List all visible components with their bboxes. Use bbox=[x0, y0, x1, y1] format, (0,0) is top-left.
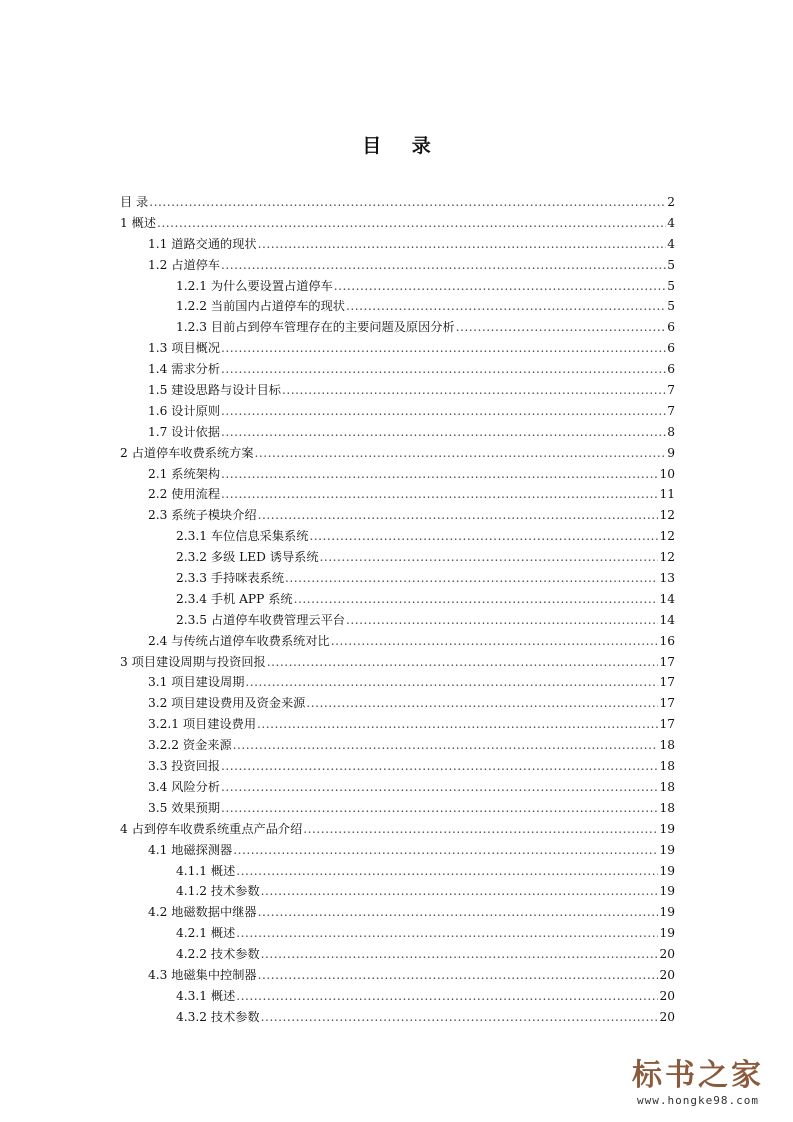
toc-entry[interactable] bbox=[120, 610, 675, 631]
toc-entry[interactable] bbox=[120, 965, 675, 986]
toc-entry[interactable] bbox=[120, 1007, 675, 1028]
toc-entry[interactable] bbox=[120, 714, 675, 735]
toc-entry[interactable] bbox=[120, 631, 675, 652]
toc-entry[interactable] bbox=[120, 422, 675, 443]
toc-entry-page: 16 bbox=[659, 633, 675, 648]
page-title: 目 录 bbox=[362, 135, 443, 157]
toc-leader-dots bbox=[334, 276, 666, 297]
toc-entry-page: 20 bbox=[659, 947, 675, 962]
toc-entry-page: 12 bbox=[659, 529, 675, 544]
toc-entry-label: 4.1.1 概述 bbox=[176, 863, 236, 878]
toc-entry-page: 8 bbox=[667, 424, 675, 439]
toc-leader-dots bbox=[221, 422, 666, 443]
toc-entry-page: 11 bbox=[659, 487, 675, 502]
toc-entry-page: 19 bbox=[659, 863, 675, 878]
toc-leader-dots bbox=[346, 296, 666, 317]
toc-entry-page: 14 bbox=[659, 591, 675, 606]
toc-entry-label: 4.2.2 技术参数 bbox=[176, 947, 260, 962]
toc-leader-dots bbox=[221, 798, 658, 819]
toc-entry[interactable] bbox=[120, 443, 675, 464]
toc-entry[interactable] bbox=[120, 547, 675, 568]
toc-entry[interactable] bbox=[120, 296, 675, 317]
toc-entry[interactable] bbox=[120, 798, 675, 819]
watermark-title: 标书之家 bbox=[632, 1058, 764, 1093]
toc-entry[interactable] bbox=[120, 234, 675, 255]
toc-entry[interactable] bbox=[120, 777, 675, 798]
toc-leader-dots bbox=[236, 986, 658, 1007]
toc-entry-page: 12 bbox=[659, 550, 675, 565]
toc-leader-dots bbox=[261, 944, 659, 965]
toc-leader-dots bbox=[221, 255, 666, 276]
toc-entry-label: 4.1.2 技术参数 bbox=[176, 884, 260, 899]
toc-entry[interactable] bbox=[120, 923, 675, 944]
toc-entry[interactable] bbox=[120, 902, 675, 923]
toc-entry-label: 4.3.2 技术参数 bbox=[176, 1009, 260, 1024]
toc-entry[interactable] bbox=[120, 464, 675, 485]
toc-leader-dots bbox=[149, 192, 666, 213]
toc-entry[interactable] bbox=[120, 819, 675, 840]
toc-entry-label: 2.3 系统子模块介绍 bbox=[148, 508, 257, 523]
toc-leader-dots bbox=[221, 756, 658, 777]
toc-entry-page: 19 bbox=[659, 821, 675, 836]
toc-entry-label: 目 录 bbox=[120, 195, 149, 209]
toc-leader-dots bbox=[331, 631, 659, 652]
toc-entry-label: 1.2.2 当前国内占道停车的现状 bbox=[176, 299, 345, 314]
toc-leader-dots bbox=[303, 819, 658, 840]
toc-entry[interactable] bbox=[120, 861, 675, 882]
toc-entry[interactable] bbox=[120, 213, 675, 234]
toc-leader-dots bbox=[346, 610, 659, 631]
toc-entry-page: 6 bbox=[667, 341, 675, 356]
toc-entry-label: 1.2.3 目前占到停车管理存在的主要问题及原因分析 bbox=[176, 320, 455, 335]
toc-entry-label: 4.2.1 概述 bbox=[176, 926, 236, 941]
toc-entry-label: 3.2.2 资金来源 bbox=[148, 738, 232, 753]
toc-leader-dots bbox=[221, 338, 666, 359]
toc-entry-page: 4 bbox=[667, 236, 675, 251]
toc-entry-label: 2.2 使用流程 bbox=[148, 487, 221, 502]
toc-entry[interactable] bbox=[120, 317, 675, 338]
toc-entry-page: 17 bbox=[659, 696, 675, 711]
toc-entry-label: 2.1 系统架构 bbox=[148, 466, 221, 481]
toc-entry-label: 1.5 建设思路与设计目标 bbox=[148, 383, 281, 398]
toc-entry-page: 13 bbox=[659, 571, 675, 586]
toc-entry-label: 1.1 道路交通的现状 bbox=[148, 236, 257, 251]
toc-leader-dots bbox=[221, 359, 666, 380]
toc-entry[interactable] bbox=[120, 840, 675, 861]
toc-leader-dots bbox=[233, 840, 658, 861]
toc-entry[interactable] bbox=[120, 359, 675, 380]
toc-leader-dots bbox=[456, 317, 667, 338]
toc-leader-dots bbox=[267, 652, 659, 673]
toc-entry-page: 7 bbox=[667, 383, 675, 398]
toc-entry-page: 7 bbox=[667, 403, 675, 418]
toc-entry-label: 4.2 地磁数据中继器 bbox=[148, 905, 257, 920]
toc-leader-dots bbox=[236, 923, 658, 944]
toc-entry-label: 3.4 风险分析 bbox=[148, 779, 221, 794]
toc-entry[interactable] bbox=[120, 986, 675, 1007]
toc-entry-page: 5 bbox=[667, 299, 675, 314]
toc-leader-dots bbox=[320, 547, 659, 568]
toc-entry-page: 20 bbox=[659, 967, 675, 982]
toc-entry-label: 4.1 地磁探测器 bbox=[148, 842, 233, 857]
toc-entry-page: 14 bbox=[659, 612, 675, 627]
toc-leader-dots bbox=[221, 777, 658, 798]
toc-leader-dots bbox=[221, 464, 658, 485]
toc-entry[interactable] bbox=[120, 652, 675, 673]
toc-entry-label: 2.4 与传统占道停车收费系统对比 bbox=[148, 633, 330, 648]
toc-entry-label: 2.3.4 手机 APP 系统 bbox=[176, 591, 293, 606]
toc-entry-page: 20 bbox=[659, 1009, 675, 1024]
toc-entry-label: 2.3.5 占道停车收费管理云平台 bbox=[176, 612, 345, 627]
toc-entry-label: 4.3.1 概述 bbox=[176, 988, 236, 1003]
toc-entry-page: 19 bbox=[659, 884, 675, 899]
toc-entry[interactable] bbox=[120, 672, 675, 693]
toc-entry-label: 3.2.1 项目建设费用 bbox=[148, 717, 257, 732]
toc-leader-dots bbox=[261, 881, 659, 902]
toc-leader-dots bbox=[294, 589, 659, 610]
toc-leader-dots bbox=[258, 902, 659, 923]
toc-entry[interactable] bbox=[120, 756, 675, 777]
toc-leader-dots bbox=[258, 505, 659, 526]
toc-entry-page: 20 bbox=[659, 988, 675, 1003]
toc-entry-label: 1.4 需求分析 bbox=[148, 362, 221, 377]
toc-entry-label: 1.3 项目概况 bbox=[148, 341, 221, 356]
toc-entry-page: 5 bbox=[667, 278, 675, 293]
toc-entry[interactable] bbox=[120, 276, 675, 297]
watermark-url: www.hongke98.com bbox=[637, 1094, 759, 1107]
table-of-contents bbox=[120, 192, 675, 1028]
toc-entry-label: 3 项目建设周期与投资回报 bbox=[120, 654, 266, 669]
toc-entry[interactable] bbox=[120, 505, 675, 526]
toc-entry[interactable] bbox=[120, 380, 675, 401]
toc-leader-dots bbox=[245, 672, 658, 693]
toc-entry-page: 19 bbox=[659, 842, 675, 857]
toc-entry-page: 12 bbox=[659, 508, 675, 523]
toc-entry-label: 3.2 项目建设费用及资金来源 bbox=[148, 696, 306, 711]
toc-entry[interactable] bbox=[120, 484, 675, 505]
toc-leader-dots bbox=[282, 380, 666, 401]
toc-leader-dots bbox=[285, 568, 658, 589]
toc-leader-dots bbox=[261, 1007, 659, 1028]
toc-entry[interactable] bbox=[120, 568, 675, 589]
toc-entry[interactable] bbox=[120, 255, 675, 276]
toc-entry[interactable] bbox=[120, 401, 675, 422]
toc-entry-label: 2.3.3 手持咪表系统 bbox=[176, 571, 285, 586]
toc-entry-page: 18 bbox=[659, 800, 675, 815]
toc-entry-page: 19 bbox=[659, 926, 675, 941]
toc-entry-label: 1 概述 bbox=[120, 215, 157, 230]
watermark-logo bbox=[613, 1058, 783, 1108]
toc-leader-dots bbox=[258, 234, 667, 255]
toc-entry-label: 1.2 占道停车 bbox=[148, 257, 221, 272]
toc-leader-dots bbox=[157, 213, 666, 234]
toc-entry[interactable] bbox=[120, 589, 675, 610]
toc-entry-label: 2.3.2 多级 LED 诱导系统 bbox=[176, 550, 319, 565]
toc-entry-label: 2 占道停车收费系统方案 bbox=[120, 445, 254, 460]
toc-leader-dots bbox=[255, 443, 667, 464]
toc-entry-page: 5 bbox=[667, 257, 675, 272]
toc-entry-label: 3.1 项目建设周期 bbox=[148, 675, 245, 690]
toc-entry-label: 1.6 设计原则 bbox=[148, 403, 221, 418]
toc-entry-page: 6 bbox=[667, 320, 675, 335]
toc-entry[interactable] bbox=[120, 526, 675, 547]
toc-entry-label: 1.7 设计依据 bbox=[148, 424, 221, 439]
toc-entry-page: 10 bbox=[659, 466, 675, 481]
toc-entry[interactable] bbox=[120, 192, 675, 213]
toc-entry-label: 1.2.1 为什么要设置占道停车 bbox=[176, 278, 333, 293]
toc-entry-label: 4.3 地磁集中控制器 bbox=[148, 967, 257, 982]
toc-entry-page: 6 bbox=[667, 362, 675, 377]
toc-leader-dots bbox=[309, 526, 658, 547]
toc-entry-page: 4 bbox=[667, 215, 675, 230]
toc-entry-page: 9 bbox=[667, 445, 675, 460]
toc-leader-dots bbox=[233, 735, 659, 756]
toc-entry-page: 2 bbox=[667, 195, 675, 209]
toc-entry[interactable] bbox=[120, 881, 675, 902]
toc-entry-page: 18 bbox=[659, 738, 675, 753]
toc-leader-dots bbox=[236, 861, 658, 882]
toc-entry-label: 4 占到停车收费系统重点产品介绍 bbox=[120, 821, 303, 836]
toc-leader-dots bbox=[306, 693, 658, 714]
toc-leader-dots bbox=[258, 965, 659, 986]
toc-leader-dots bbox=[221, 401, 666, 422]
toc-entry-page: 18 bbox=[659, 759, 675, 774]
toc-entry-page: 17 bbox=[659, 654, 675, 669]
toc-entry[interactable] bbox=[120, 693, 675, 714]
toc-entry-label: 3.5 效果预期 bbox=[148, 800, 221, 815]
toc-entry-page: 17 bbox=[659, 717, 675, 732]
toc-entry-page: 19 bbox=[659, 905, 675, 920]
toc-entry-page: 17 bbox=[659, 675, 675, 690]
toc-entry[interactable] bbox=[120, 944, 675, 965]
toc-leader-dots bbox=[257, 714, 658, 735]
toc-entry-label: 3.3 投资回报 bbox=[148, 759, 221, 774]
toc-leader-dots bbox=[221, 484, 658, 505]
toc-entry[interactable] bbox=[120, 338, 675, 359]
toc-entry-page: 18 bbox=[659, 779, 675, 794]
toc-entry[interactable] bbox=[120, 735, 675, 756]
toc-entry-label: 2.3.1 车位信息采集系统 bbox=[176, 529, 309, 544]
